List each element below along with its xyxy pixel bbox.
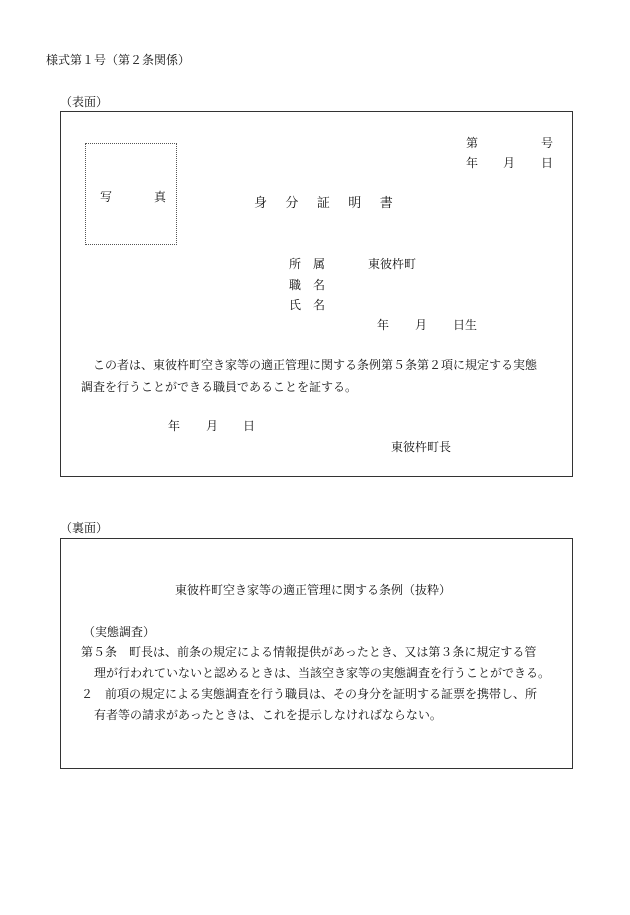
position-label: 職 名 — [289, 278, 326, 292]
name-label: 氏 名 — [289, 298, 326, 312]
back-card — [60, 538, 573, 769]
affiliation-value: 東彼杵町 — [368, 257, 417, 271]
issue-date-year: 年 — [466, 156, 479, 170]
document-title: 身 分 証 明 書 — [254, 196, 400, 211]
date-year: 年 — [168, 419, 181, 433]
issuer: 東彼杵町長 — [391, 440, 452, 454]
front-section-label: （表面） — [60, 95, 109, 109]
birth-year: 年 — [377, 318, 390, 332]
article-5-line-2: 理が行われていないと認めるときは、当該空き家等の実態調査を行うことができる。 — [94, 666, 551, 680]
affiliation-label: 所 属 — [289, 257, 326, 271]
photo-label-shin: 真 — [154, 190, 167, 204]
date-day: 日 — [243, 419, 256, 433]
photo-placeholder — [85, 143, 177, 245]
number-gou: 号 — [541, 136, 554, 150]
article-caption: （実態調査） — [83, 625, 156, 639]
issue-date-day: 日 — [541, 156, 554, 170]
form-number: 様式第１号（第２条関係） — [46, 53, 191, 67]
article-5-para-2-line-2: 有者等の請求があったときは、これを提示しなければならない。 — [94, 708, 442, 722]
front-card — [60, 111, 573, 477]
certification-text-line-2: 調査を行うことができる職員であることを証する。 — [81, 380, 358, 394]
back-section-label: （裏面） — [60, 521, 109, 535]
number-dai: 第 — [466, 136, 479, 150]
date-month: 月 — [206, 419, 219, 433]
issue-date-month: 月 — [503, 156, 516, 170]
photo-label-sha: 写 — [100, 190, 113, 204]
birth-month: 月 — [415, 318, 428, 332]
certification-text-line-1: この者は、東彼杵町空き家等の適正管理に関する条例第５条第２項に規定する実態 — [93, 358, 538, 372]
birth-day: 日生 — [453, 318, 478, 332]
ordinance-title: 東彼杵町空き家等の適正管理に関する条例（抜粋） — [175, 583, 452, 597]
article-5-para-2-line-1: ２ 前項の規定による実態調査を行う職員は、その身分を証明する証票を携帯し、所 — [81, 687, 538, 701]
article-5-line-1: 第５条 町長は、前条の規定による情報提供があったとき、又は第３条に規定する管 — [81, 645, 537, 659]
